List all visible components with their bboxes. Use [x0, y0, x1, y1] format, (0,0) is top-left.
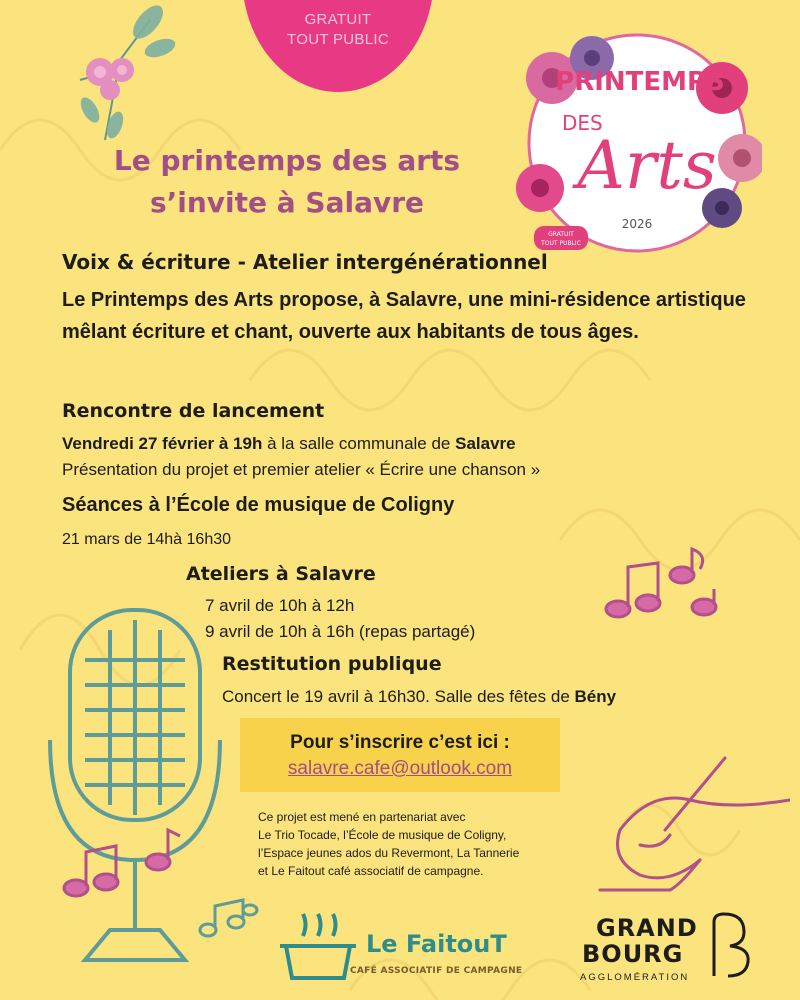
school-heading: Séances à l’École de musique de Coligny	[62, 494, 455, 516]
partners-line4: et Le Faitout café associatif de campagne.	[258, 864, 484, 878]
logo-line2: DES	[562, 111, 603, 135]
partners-line1: Ce projet est mené en partenariat avec	[258, 810, 466, 824]
signup-box	[240, 718, 560, 792]
faitout-name: Le FaitouT	[366, 930, 507, 958]
salavre-heading: Ateliers à Salavre	[186, 563, 376, 585]
flower-bouquet-icon	[60, 0, 180, 150]
grandbourg-logo-mark	[706, 912, 752, 978]
partners-text	[258, 808, 618, 880]
music-notes-icon	[600, 545, 730, 625]
grandbourg-line3: AGGLOMÉRATION	[580, 972, 690, 983]
free-badge	[242, 0, 434, 92]
workshop-heading: Voix & écriture - Atelier intergénérationnel	[62, 250, 548, 274]
logo-badge2: TOUT PUBLIC	[541, 240, 581, 247]
restitution-place: Bény	[574, 687, 617, 706]
logo-line3: Arts	[577, 127, 717, 204]
salavre-line1: 7 avril de 10h à 12h	[205, 596, 355, 615]
logo-line1: PRINTEMPS	[555, 67, 725, 97]
badge-line1: GRATUIT	[304, 11, 372, 28]
title-line2: s’invite à Salavre	[149, 186, 425, 219]
launch-place: Salavre	[455, 434, 516, 453]
partners-line3: l’Espace jeunes ados du Revermont, La Tannerie	[258, 846, 520, 860]
cooking-pot-icon	[278, 906, 358, 986]
intro-paragraph: Le Printemps des Arts propose, à Salavre, une mini-résidence artistique mêlant écriture et chant, ouverte aux habitants de tous âges.	[62, 289, 746, 343]
launch-description: Présentation du projet et premier atelier « Écrire une chanson »	[62, 460, 541, 479]
launch-date: Vendredi 27 février à 19h	[62, 434, 263, 453]
launch-date-rest: à la salle communale de	[262, 434, 456, 453]
printemps-des-arts-logo	[512, 18, 762, 268]
partners-line2: Le Trio Tocade, l’École de musique de Coligny,	[258, 828, 507, 842]
restitution-text: Concert le 19 avril à 16h30. Salle des fêtes de	[222, 687, 575, 706]
launch-date-line	[62, 432, 762, 456]
writing-hand-icon	[590, 750, 790, 900]
grandbourg-line1: GRAND	[596, 914, 698, 942]
faitout-tagline: CAFÉ ASSOCIATIF DE CAMPAGNE	[350, 966, 523, 976]
launch-heading: Rencontre de lancement	[62, 400, 325, 422]
signup-email-link[interactable]: salavre.cafe@outlook.com	[287, 758, 513, 779]
logo-badge1: GRATUIT	[548, 231, 574, 238]
grandbourg-line2: BOURG	[582, 940, 684, 968]
logo-year: 2026	[621, 217, 653, 231]
badge-line2: TOUT PUBLIC	[287, 31, 389, 48]
salavre-line2: 9 avril de 10h à 16h (repas partagé)	[205, 622, 476, 641]
title-line1: Le printemps des arts	[113, 144, 461, 177]
page-title	[92, 140, 482, 224]
signup-title: Pour s’inscrire c’est ici :	[290, 732, 510, 753]
restitution-line	[222, 685, 616, 709]
restitution-heading: Restitution publique	[222, 653, 442, 675]
school-date: 21 mars de 14hà 16h30	[62, 531, 232, 548]
